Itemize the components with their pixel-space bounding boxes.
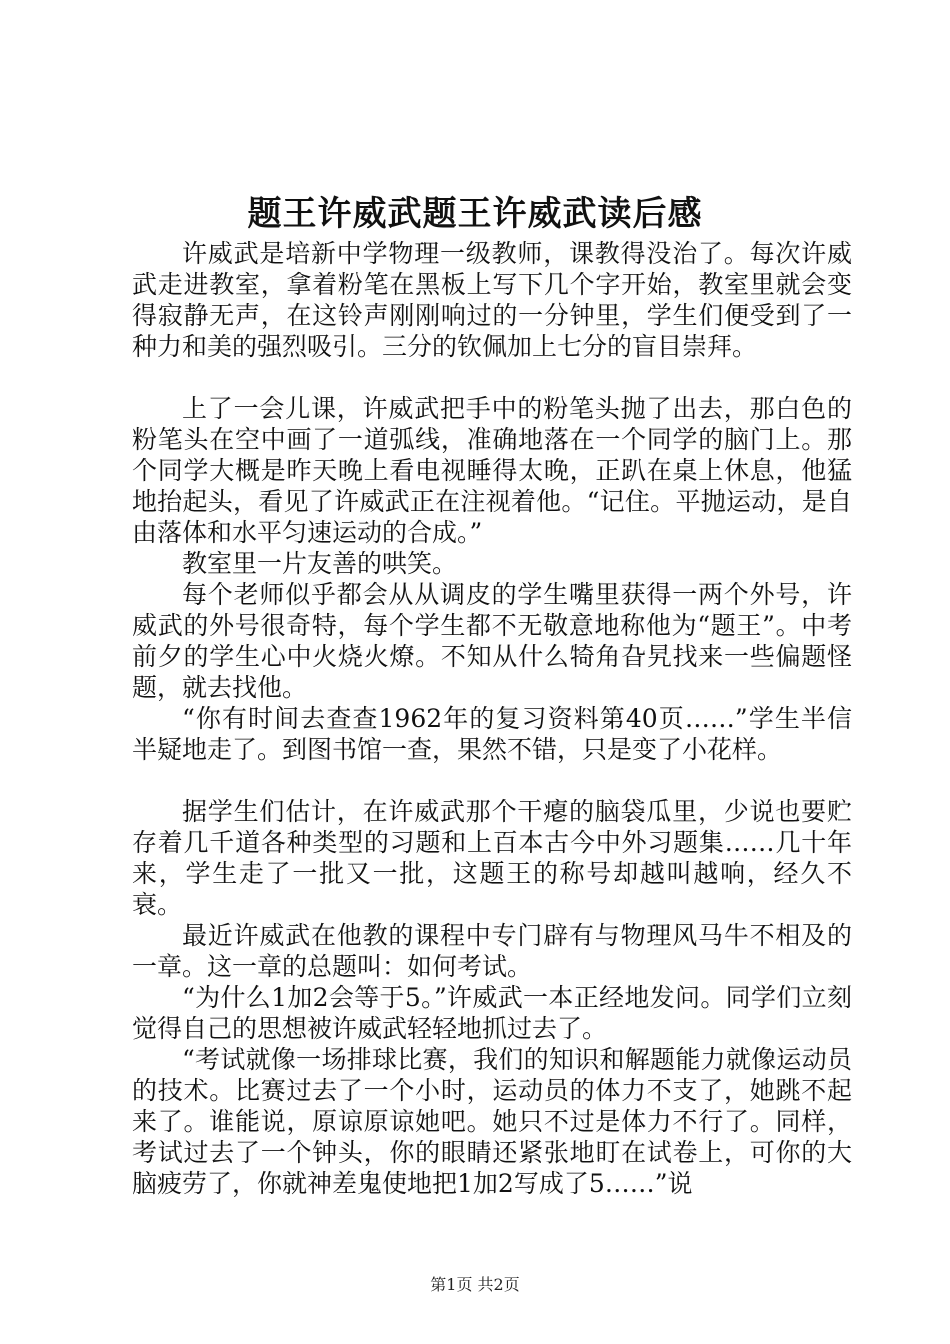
page-number: 第1页 共2页: [430, 1275, 520, 1294]
paragraph: “考试就像一场排球比赛，我们的知识和解题能力就像运动员的技术。比赛过去了一个小时，运动员的体力不支了，她跳不起来了。谁能说，原谅原谅她吧。她只不过是体力不行了。同样，考试过去了一个钟头，你的眼睛还紧张地盯在试卷上，可你的大脑疲劳了，你就神差鬼使地把1加2写成了5……”说: [132, 1045, 852, 1198]
document-body: [132, 238, 852, 1199]
document-title: 题王许威武题王许威武读后感: [247, 194, 703, 234]
paragraph: 教室里一片友善的哄笑。: [182, 549, 458, 578]
paragraph: 许威武是培新中学物理一级教师，课教得没治了。每次许威武走进教室，拿着粉笔在黑板上写下几个字开始，教室里就会变得寂静无声，在这铃声刚刚响过的一分钟里，学生们便受到了一种力和美的强烈吸引。三分的钦佩加上七分的盲目崇拜。: [132, 239, 852, 361]
paragraph: “为什么1加2会等于5。”许威武一本正经地发问。同学们立刻觉得自己的思想被许威武轻轻地抓过去了。: [132, 983, 852, 1043]
paragraph: 最近许威武在他教的课程中专门辟有与物理风马牛不相及的一章。这一章的总题叫：如何考试。: [132, 921, 852, 981]
paragraph: “你有时间去查查1962年的复习资料第40页……”学生半信半疑地走了。到图书馆一查，果然不错，只是变了小花样。: [132, 704, 852, 764]
paragraph: 上了一会儿课，许威武把手中的粉笔头抛了出去，那白色的粉笔头在空中画了一道弧线，准确地落在一个同学的脑门上。那个同学大概是昨天晚上看电视睡得太晚，正趴在桌上休息，他猛地抬起头，看见了许威武正在注视着他。“记住。平抛运动，是自由落体和水平匀速运动的合成。”: [132, 394, 852, 547]
paragraph: 据学生们估计，在许威武那个干瘪的脑袋瓜里，少说也要贮存着几千道各种类型的习题和上百本古今中外习题集……几十年来，学生走了一批又一批，这题王的称号却越叫越响，经久不衰。: [132, 797, 852, 919]
paragraph: 每个老师似乎都会从从调皮的学生嘴里获得一两个外号，许威武的外号很奇特，每个学生都不无敬意地称他为“题王”。中考前夕的学生心中火烧火燎。不知从什么犄角旮旯找来一些偏题怪题，就去找他。: [132, 580, 852, 702]
